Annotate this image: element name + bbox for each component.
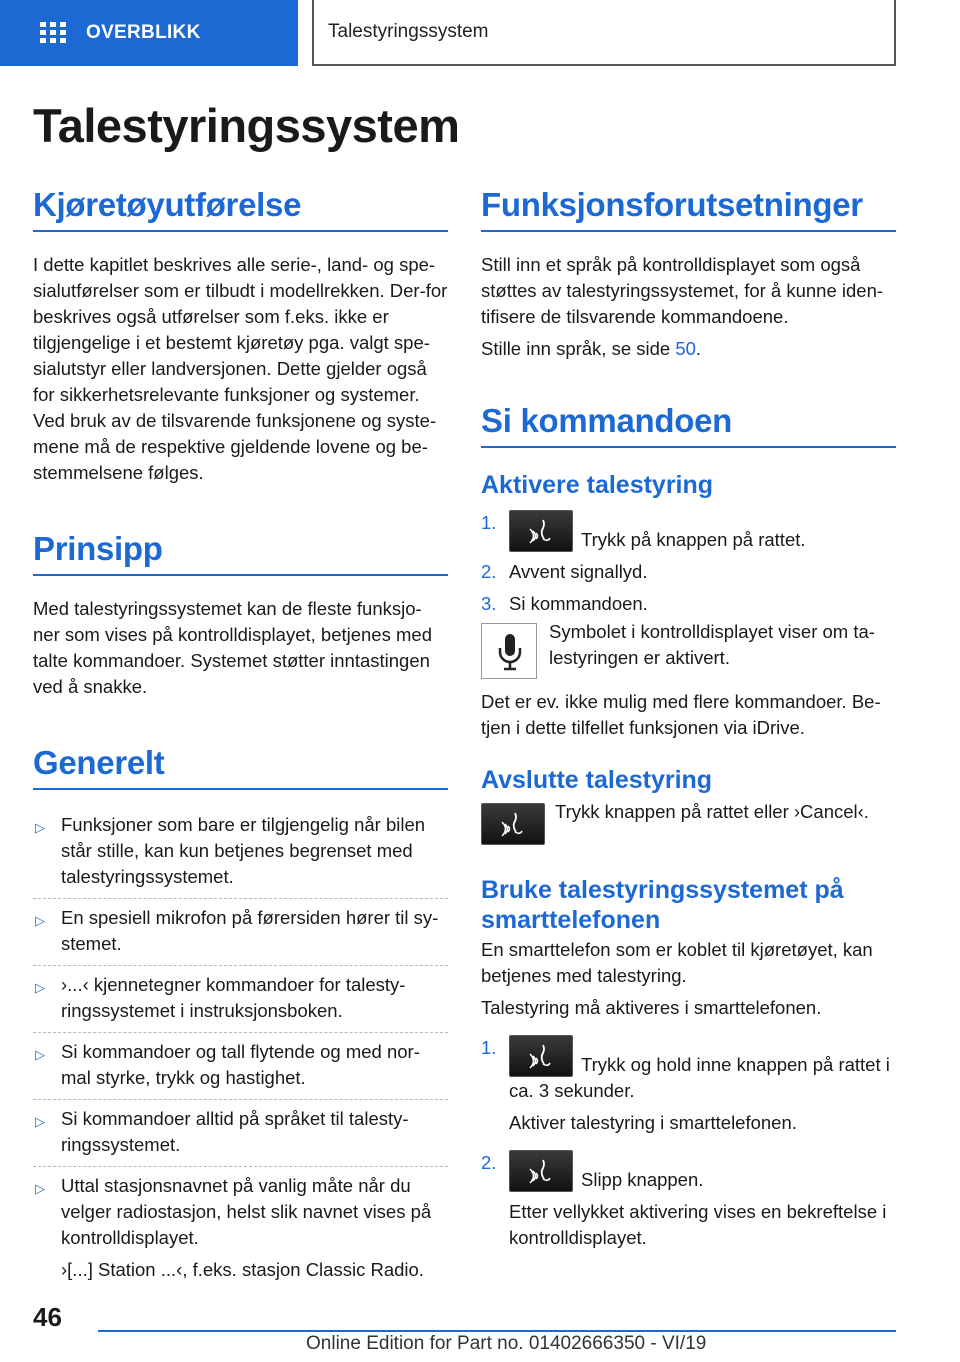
step-item (481, 559, 896, 585)
page-title: Talestyringssystem (33, 99, 460, 152)
step-item (481, 591, 896, 617)
edition-text: Online Edition for Part no. 01402666350 - VI/19 (306, 1333, 707, 1354)
triangle-bullet-icon: ▷ (35, 980, 45, 995)
list-item-text: Uttal stasjonsnavnet på vanlig måte når du velger radiostasjon, helst slik navnet vises på kontrolldisplayet. (61, 1175, 432, 1248)
step-subtext: Etter vellykket aktivering vises en bekreftelse i kontrolldisplayet. (509, 1201, 887, 1248)
list-item (33, 1173, 448, 1291)
reference-text: Stille inn språk, se side (481, 338, 676, 359)
step-item (481, 1035, 896, 1136)
step-number: 1. (481, 1037, 497, 1058)
smartphone-activate-text: Talestyring må aktiveres i smarttelefonen. (481, 997, 822, 1018)
triangle-bullet-icon: ▷ (35, 820, 45, 835)
list-item-text: ›...‹ kjennetegner kommandoer for talesty-ringssystemet i instruksjonsboken. (61, 974, 406, 1021)
section-title-requirements: Funksjonsforutsetninger (481, 186, 896, 232)
list-item (33, 972, 448, 1033)
step-item (481, 1150, 896, 1251)
voice-button-icon (509, 1035, 573, 1077)
list-item-text: Si kommandoer og tall flytende og med nor-mal styrke, trykk og hastighet. (61, 1041, 420, 1088)
step-number: 2. (481, 561, 497, 582)
principle-text: Med talestyringssystemet kan de fleste funksjo-ner som vises på kontrolldisplayet, betjenes med talte kommandoer. Systemet støtter inntastingen ved å snakke. (33, 598, 432, 697)
left-column (33, 186, 448, 1297)
step-text: Trykk på knappen på rattet. (581, 529, 806, 550)
list-item-example: ›[...] Station ...‹, f.eks. stasjon Classic Radio. (61, 1259, 424, 1280)
triangle-bullet-icon: ▷ (35, 913, 45, 928)
vehicle-version-text: I dette kapitlet beskrives alle serie-, land- og spe-sialutførelser som er tilbudt i modellrekken. Der-for beskrives også utførelser som f.eks. ikke er tilgjengelige i et bestemt kjøretøy pga. valgt spe-sialutstyr eller landversjonen. Dette gjelder også for sikkerhetsrelevante funksjoner og systemer. Ved bruk av de tilsvarende funksjonene og syste-mene må de respektive gjeldende lovene og be-stemmelsene følges. (33, 254, 448, 483)
smartphone-text: En smarttelefon som er koblet til kjøretøyet, kan betjenes med talestyring. (481, 939, 873, 986)
header-bar (0, 0, 960, 66)
breadcrumb-label: Talestyringssystem (328, 21, 489, 42)
step-number: 3. (481, 593, 497, 614)
footer-divider (98, 1330, 896, 1332)
triangle-bullet-icon: ▷ (35, 1047, 45, 1062)
mic-symbol-row (481, 623, 896, 679)
subsection-title-activate: Aktivere talestyring (481, 471, 714, 499)
section-title-vehicle-version: Kjøretøyutførelse (33, 186, 448, 232)
step-text: Trykk og hold inne knappen på rattet i ca. 3 sekunder. (509, 1054, 890, 1101)
list-item-text: Funksjoner som bare er tilgjengelig når bilen står stille, kan kun betjenes begrenset med talestyringssystemet. (61, 814, 426, 887)
overview-button[interactable] (0, 0, 298, 66)
section-title-general: Generelt (33, 744, 448, 790)
voice-button-icon (509, 510, 573, 552)
step-text: Slipp knappen. (581, 1169, 704, 1190)
page-link[interactable]: 50 (675, 338, 696, 359)
general-list (33, 812, 448, 1291)
microphone-icon (481, 623, 537, 679)
voice-button-icon (509, 1150, 573, 1192)
list-item-text: Si kommandoer alltid på språket til talesty-ringssystemet. (61, 1108, 409, 1155)
mic-symbol-text: Symbolet i kontrolldisplayet viser om ta-lestyringen er aktivert. (549, 621, 875, 668)
reference-end: . (695, 338, 702, 359)
end-text: Trykk knappen på rattet eller ›Cancel‹. (555, 801, 869, 822)
triangle-bullet-icon: ▷ (35, 1114, 45, 1129)
step-text: Avvent signallyd. (509, 561, 648, 582)
triangle-bullet-icon: ▷ (35, 1181, 45, 1196)
end-row (481, 803, 896, 845)
list-item (33, 905, 448, 966)
note-text: Det er ev. ikke mulig med flere kommandoer. Be-tjen i dette tilfellet funksjonen via iDrive. (481, 691, 881, 738)
list-item-text: En spesiell mikrofon på førersiden hører til sy-stemet. (61, 907, 439, 954)
grid-icon (40, 22, 66, 44)
activate-steps (481, 510, 896, 617)
section-title-principle: Prinsipp (33, 530, 448, 576)
step-subtext: Aktiver talestyring i smarttelefonen. (509, 1112, 797, 1133)
list-item (33, 1039, 448, 1100)
step-text: Si kommandoen. (509, 593, 648, 614)
list-item (33, 812, 448, 899)
page-number: 46 (33, 1302, 62, 1332)
voice-button-icon (481, 803, 545, 845)
subsection-title-end: Avslutte talestyring (481, 766, 713, 794)
section-title-say-command: Si kommandoen (481, 402, 896, 448)
subsection-title-smartphone: Bruke talestyringssystemet på smarttelefonen (481, 876, 844, 934)
step-number: 1. (481, 512, 497, 533)
step-number: 2. (481, 1152, 497, 1173)
overview-label: OVERBLIKK (86, 22, 201, 43)
right-column (481, 186, 896, 1257)
requirements-text: Still inn et språk på kontrolldisplayet som også støttes av talestyringssystemet, for å kunne iden-tifisere de tilsvarende kommandoene. (481, 254, 884, 327)
list-item (33, 1106, 448, 1167)
language-reference (481, 336, 896, 362)
smartphone-steps (481, 1035, 896, 1251)
step-item (481, 510, 896, 553)
breadcrumb[interactable] (312, 0, 896, 66)
